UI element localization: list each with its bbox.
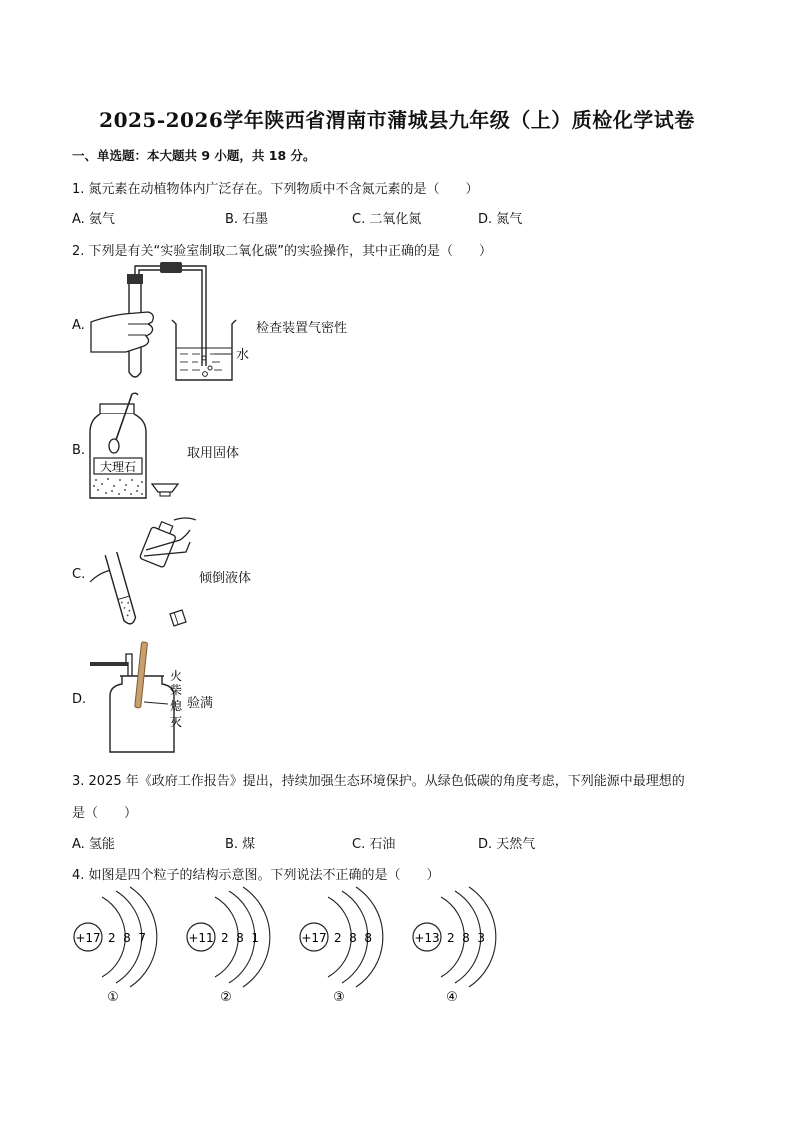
water-label: 水 [236, 348, 250, 363]
question-1-stem: 1. 氮元素在动植物体内广泛存在。下列物质中不含氮元素的是（ ） [72, 182, 479, 197]
particle-4 [413, 887, 496, 1005]
q3-option-b[interactable]: B. 煤 [225, 837, 256, 852]
q3-option-c[interactable]: C. 石油 [352, 837, 396, 852]
q3-option-a[interactable]: A. 氢能 [72, 837, 115, 852]
question-4-stem: 4. 如图是四个粒子的结构示意图。下列说法不正确的是（ ） [72, 868, 440, 883]
marble-jar-diagram [86, 392, 196, 506]
match-label-1: 火 [170, 669, 183, 683]
particle-3-shells: 2 8 8 [334, 931, 372, 945]
q2-option-c-letter[interactable]: C. [72, 567, 86, 582]
q2-option-a-letter[interactable]: A. [72, 318, 85, 333]
particle-2-shells: 2 8 1 [221, 931, 259, 945]
airtightness-check-diagram [86, 262, 266, 387]
match-label-2: 柴 [170, 683, 183, 697]
particle-1-label: ① [107, 990, 119, 1005]
particle-4-shells: 2 8 3 [447, 931, 485, 945]
match-label-4: 灭 [170, 715, 183, 729]
exam-title: 2025-2026学年陕西省渭南市蒲城县九年级（上）质检化学试卷 [99, 108, 695, 132]
particle-2-label: ② [220, 990, 232, 1005]
q2-option-b-letter[interactable]: B. [72, 443, 86, 458]
q1-option-a[interactable]: A. 氨气 [72, 212, 115, 227]
particle-4-label: ④ [446, 990, 458, 1005]
particle-1 [74, 887, 157, 1005]
q3-option-d[interactable]: D. 天然气 [478, 837, 536, 852]
particle-3-nucleus: +17 [301, 931, 327, 945]
q2-b-caption: 取用固体 [187, 446, 240, 461]
particle-2-nucleus: +11 [188, 931, 214, 945]
particle-1-nucleus: +17 [75, 931, 101, 945]
q2-a-caption: 检查装置气密性 [256, 321, 348, 336]
particle-2 [187, 887, 270, 1005]
particle-3-label: ③ [333, 990, 345, 1005]
pouring-liquid-diagram [86, 512, 198, 632]
section-heading: 一、单选题：本大题共 9 小题，共 18 分。 [72, 148, 316, 163]
q1-option-b[interactable]: B. 石墨 [225, 212, 269, 227]
marble-label: 大理石 [99, 460, 137, 474]
particle-structure-diagrams [70, 885, 490, 1010]
q1-option-d[interactable]: D. 氮气 [478, 212, 523, 227]
question-2-stem: 2. 下列是有关“实验室制取二氧化碳”的实验操作，其中正确的是（ ） [72, 244, 493, 259]
q2-d-caption: 验满 [187, 696, 214, 711]
q2-option-d-letter[interactable]: D. [72, 692, 87, 707]
particle-3 [300, 887, 383, 1005]
particle-4-nucleus: +13 [414, 931, 440, 945]
question-3-stem-line2: 是（ ） [72, 806, 138, 821]
match-label-3: 熄 [170, 699, 183, 713]
question-3-stem: 3. 2025 年《政府工作报告》提出，持续加强生态环境保护。从绿色低碳的角度考虑，下列能源中最理想的 [72, 774, 685, 789]
q2-c-caption: 倾倒液体 [199, 571, 252, 586]
q1-option-c[interactable]: C. 二氧化氮 [352, 212, 422, 227]
particle-1-shells: 2 8 7 [108, 931, 146, 945]
